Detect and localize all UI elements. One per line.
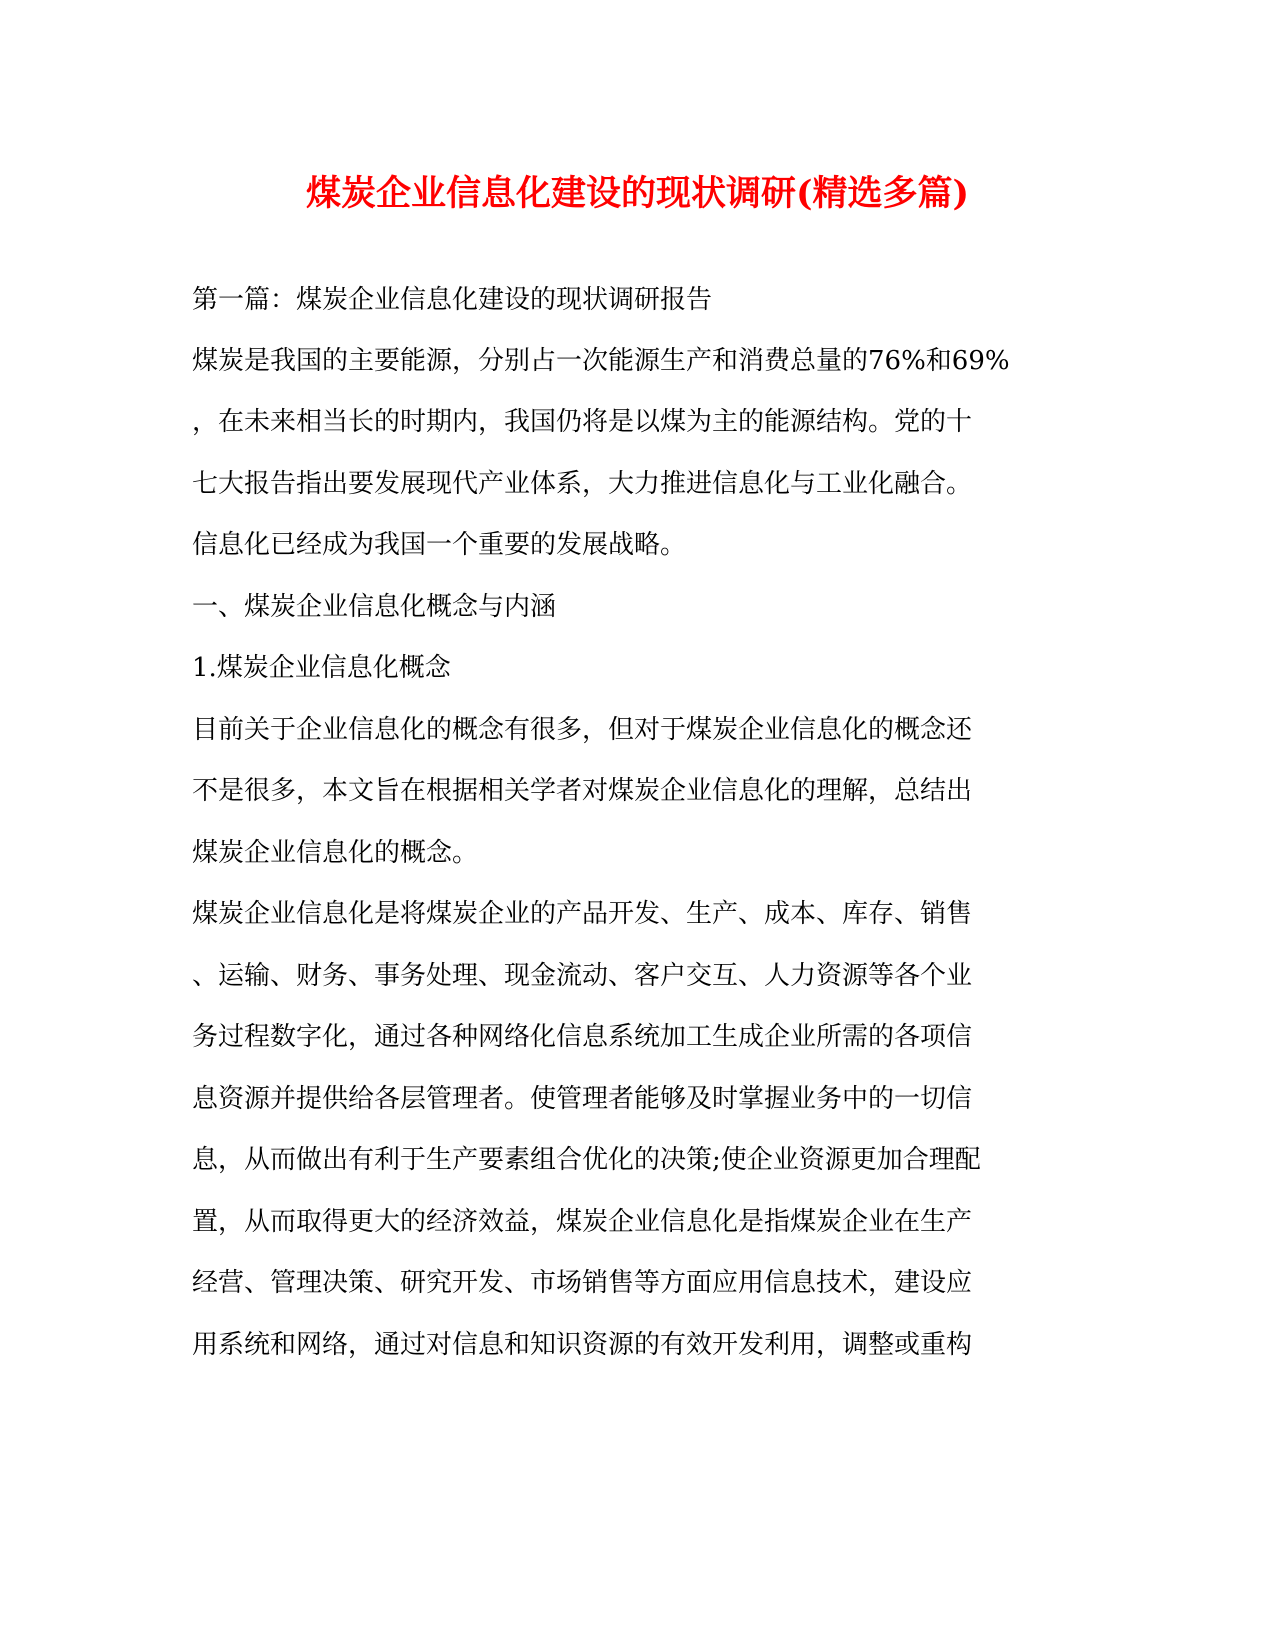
paragraph-line: 、运输、财务、事务处理、现金流动、客户交互、人力资源等各个业	[192, 961, 973, 991]
paragraph-line: ，在未来相当长的时期内，我国仍将是以煤为主的能源结构。党的十	[192, 407, 973, 437]
paragraph-line: 信息化已经成为我国一个重要的发展战略。	[192, 530, 687, 560]
paragraph-line: 息资源并提供给各层管理者。使管理者能够及时掌握业务中的一切信	[192, 1084, 973, 1114]
paragraph-line: 煤炭企业信息化的概念。	[192, 838, 479, 868]
paragraph-line: 务过程数字化，通过各种网络化信息系统加工生成企业所需的各项信	[192, 1022, 973, 1052]
section-heading: 一、煤炭企业信息化概念与内涵	[192, 592, 557, 622]
section-heading: 第一篇：煤炭企业信息化建设的现状调研报告	[192, 285, 713, 315]
paragraph-line: 煤炭企业信息化是将煤炭企业的产品开发、生产、成本、库存、销售	[192, 899, 973, 929]
paragraph-line: 置，从而取得更大的经济效益，煤炭企业信息化是指煤炭企业在生产	[192, 1207, 973, 1237]
document-title: 煤炭企业信息化建设的现状调研(精选多篇)	[305, 173, 970, 214]
paragraph-line: 息，从而做出有利于生产要素组合优化的决策;使企业资源更加合理配	[192, 1145, 981, 1175]
paragraph-line: 煤炭是我国的主要能源，分别占一次能源生产和消费总量的76%和69%	[192, 346, 1010, 376]
paragraph-line: 目前关于企业信息化的概念有很多，但对于煤炭企业信息化的概念还	[192, 715, 973, 745]
paragraph-line: 经营、管理决策、研究开发、市场销售等方面应用信息技术，建设应	[192, 1268, 973, 1298]
paragraph-line: 不是很多，本文旨在根据相关学者对煤炭企业信息化的理解，总结出	[192, 776, 973, 806]
subsection-heading: 1.煤炭企业信息化概念	[192, 653, 451, 683]
paragraph-line: 七大报告指出要发展现代产业体系，大力推进信息化与工业化融合。	[192, 469, 973, 499]
paragraph-line: 用系统和网络，通过对信息和知识资源的有效开发利用，调整或重构	[192, 1330, 973, 1360]
